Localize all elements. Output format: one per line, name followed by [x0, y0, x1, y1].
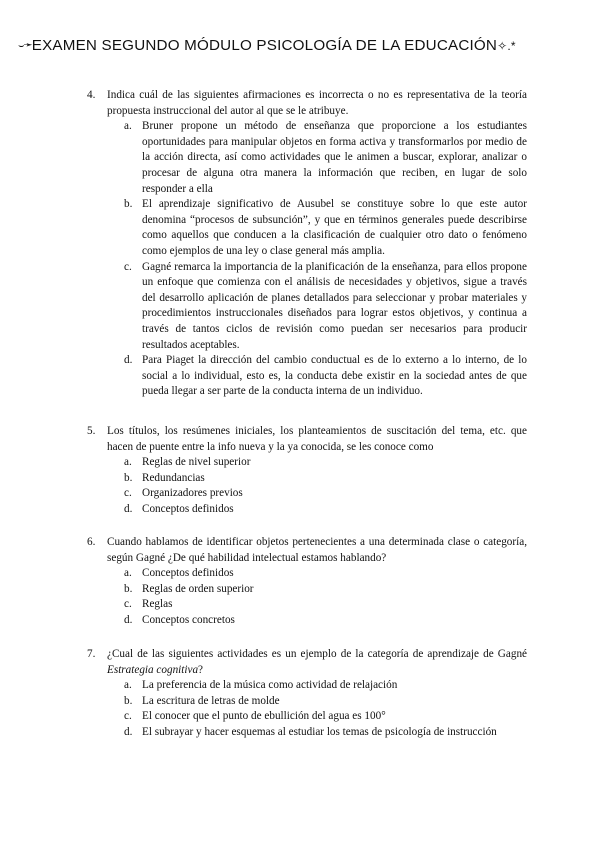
arrow-decoration-icon: ⌣➛ [18, 40, 32, 52]
page-header [18, 37, 588, 54]
option-d: d. Conceptos definidos [124, 502, 234, 515]
option-a: a. Conceptos definidos [124, 567, 234, 580]
question-stem: ¿Cual de las siguientes actividades es un ejemplo de la categoría de aprendizaje de Gagné Estrategia cognitiva? [107, 648, 527, 676]
option-d: d. Conceptos concretos [124, 613, 235, 626]
option-b: b. Reglas de orden superior [124, 582, 254, 595]
question-stem: Indica cuál de las siguientes afirmaciones es incorrecta o no es representativa de la teoría propuesta instruccional del autor al que se le atribuye. [107, 89, 527, 117]
sparkle-decoration-icon: ✧.* [497, 39, 516, 53]
option-d: d. El subrayar y hacer esquemas al estudiar los temas de psicología de instrucción [124, 725, 497, 738]
question-7 [87, 647, 527, 741]
options-list [107, 678, 527, 740]
option-b: b. La escritura de letras de molde [124, 694, 280, 707]
question-stem: Los títulos, los resúmenes iniciales, los planteamientos de suscitación del tema, etc. que hacen de puente entre la info nueva y la ya conocida, se les conoce como [107, 425, 527, 453]
option-c: c. Organizadores previos [124, 487, 243, 500]
options-list [107, 566, 527, 628]
option-b: b. El aprendizaje significativo de Ausubel se constituye sobre lo que este autor denomina “procesos de subsunción”, y que en términos generales puede describirse como aquellos que conducen a la clasificación de cualquier otro dato o fenómeno como ejemplos de una ley o clase general más amplia. [124, 198, 527, 257]
options-list [107, 119, 527, 400]
option-c: c. Gagné remarca la importancia de la planificación de la enseñanza, para ellos propone un enfoque que comienza con el análisis de necesidades y objetivos, sigue a través del desarrollo aplicación de planes detallados para seleccionar y probar materiales y procedimientos instruccionales diseñados para lograr estos objetivos, y continua a través de tantos ciclos de revisión como puedan ser necesarios para producir resultados aceptables. [124, 260, 527, 351]
question-5 [87, 424, 527, 518]
italic-term: Estrategia cognitiva [107, 663, 199, 676]
question-number: 5. [87, 425, 96, 437]
option-a: a. Bruner propone un método de enseñanza que proporcione a los estudiantes oportunidades para manipular objetos en forma activa y transformarlos por medio de la acción directa, así como actividades que le animen a buscar, explorar, analizar o procesar de alguna otra manera la información que reciben, en lugar de solo responder a ella [124, 120, 527, 195]
options-list [107, 455, 527, 517]
question-4 [87, 88, 527, 400]
option-a: a. Reglas de nivel superior [124, 456, 251, 469]
question-number: 4. [87, 89, 96, 101]
question-stem: Cuando hablamos de identificar objetos pertenecientes a una determinada clase o categoría, según Gagné ¿De qué habilidad intelectual estamos hablando? [107, 536, 527, 564]
option-a: a. La preferencia de la música como actividad de relajación [124, 679, 398, 692]
question-6 [87, 535, 527, 629]
exam-title: EXAMEN SEGUNDO MÓDULO PSICOLOGÍA DE LA EDUCACIÓN [31, 37, 498, 54]
question-number: 6. [87, 536, 96, 548]
option-c: c. Reglas [124, 598, 173, 611]
option-b: b. Redundancias [124, 471, 205, 484]
option-d: d. Para Piaget la dirección del cambio conductual es de lo externo a lo interno, de lo social a lo individual, esto es, la conducta debe existir en la sociedad antes de que pueda llegar a ser parte de la conducta interna de un individuo. [124, 354, 527, 398]
question-number: 7. [87, 648, 96, 660]
option-c: c. El conocer que el punto de ebullición del agua es 100° [124, 710, 386, 723]
